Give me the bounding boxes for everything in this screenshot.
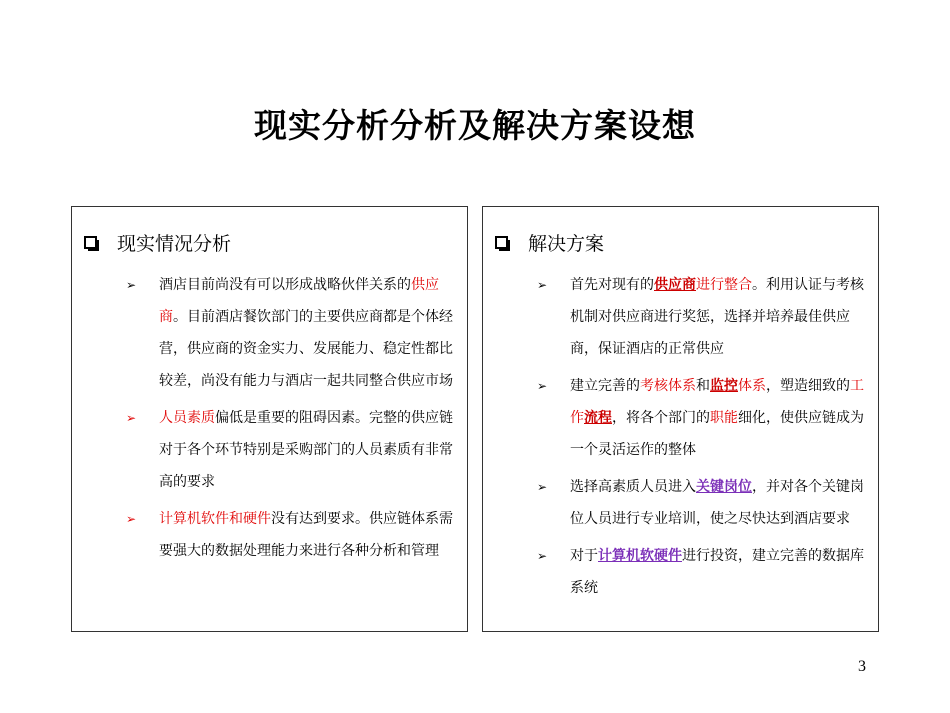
list-item <box>126 269 456 397</box>
highlight-text: 监控 <box>710 378 738 394</box>
page-number: 3 <box>858 658 866 675</box>
highlight-text: 计算机软件和硬件 <box>159 511 271 527</box>
highlight-text: 流程 <box>584 410 612 426</box>
list-item <box>537 370 867 466</box>
bullet-text: 。利用认证与考核机制对供应商进行奖惩，选择并培养最佳供应商，保证酒店的正常供应 <box>570 277 864 357</box>
list-item <box>537 269 867 365</box>
list-item <box>537 540 867 604</box>
highlight-text: 工作 <box>570 378 864 426</box>
highlight-text: 供应商 <box>654 277 696 293</box>
list-item <box>126 402 456 498</box>
bullet-text: 对于 <box>570 548 598 564</box>
current-situation-panel <box>71 206 468 632</box>
highlight-text: 关键岗位 <box>696 479 752 495</box>
solution-panel <box>482 206 879 632</box>
checkbox-icon <box>84 236 97 249</box>
list-item <box>537 471 867 535</box>
solution-header <box>495 229 604 256</box>
current-situation-header <box>84 229 231 256</box>
bullet-text: 细化，使供应链成为一个灵活运作的整体 <box>570 410 864 458</box>
bullet-text: ，将各个部门的 <box>612 410 710 426</box>
bullet-text: ，并对各个关键岗位人员进行专业培训，使之尽快达到酒店要求 <box>570 479 864 527</box>
bullet-text: ，塑造细致的 <box>766 378 850 394</box>
bullet-text: 和 <box>696 378 710 394</box>
highlight-text: 人员素质 <box>159 410 215 426</box>
highlight-text: 进行整合 <box>696 277 752 293</box>
current-situation-list <box>126 269 456 572</box>
arrow-bullet-icon: ➢ <box>126 411 137 425</box>
highlight-text: 供应商 <box>159 277 439 325</box>
bullet-text: 酒店目前尚没有可以形成战略伙伴关系的 <box>159 277 411 293</box>
highlight-text: 计算机软硬件 <box>598 548 682 564</box>
highlight-text: 体系 <box>738 378 766 394</box>
arrow-bullet-icon: ➢ <box>537 480 548 494</box>
bullet-text: 首先对现有的 <box>570 277 654 293</box>
bullet-text: 选择高素质人员进入 <box>570 479 696 495</box>
arrow-bullet-icon: ➢ <box>537 379 548 393</box>
arrow-bullet-icon: ➢ <box>126 278 137 292</box>
arrow-bullet-icon: ➢ <box>126 512 137 526</box>
bullet-text: 。目前酒店餐饮部门的主要供应商都是个体经营，供应商的资金实力、发展能力、稳定性都比较差，尚没有能力与酒店一起共同整合供应市场 <box>159 309 453 389</box>
bullet-text: 偏低是重要的阻碍因素。完整的供应链对于各个环节特别是采购部门的人员素质有非常高的要求 <box>159 410 453 490</box>
bullet-text: 建立完善的 <box>570 378 640 394</box>
highlight-text: 考核体系 <box>640 378 696 394</box>
checkbox-icon <box>495 236 508 249</box>
bullet-text: 进行投资，建立完善的数据库系统 <box>570 548 864 596</box>
solution-list <box>537 269 867 609</box>
list-item <box>126 503 456 567</box>
bullet-text: 没有达到要求。供应链体系需要强大的数据处理能力来进行各种分析和管理 <box>159 511 453 559</box>
solution-title: 解决方案 <box>528 233 605 255</box>
highlight-text: 职能 <box>710 410 738 426</box>
current-situation-title: 现实情况分析 <box>117 233 232 255</box>
slide-title: 现实分析分析及解决方案设想 <box>254 106 696 145</box>
arrow-bullet-icon: ➢ <box>537 549 548 563</box>
arrow-bullet-icon: ➢ <box>537 278 548 292</box>
